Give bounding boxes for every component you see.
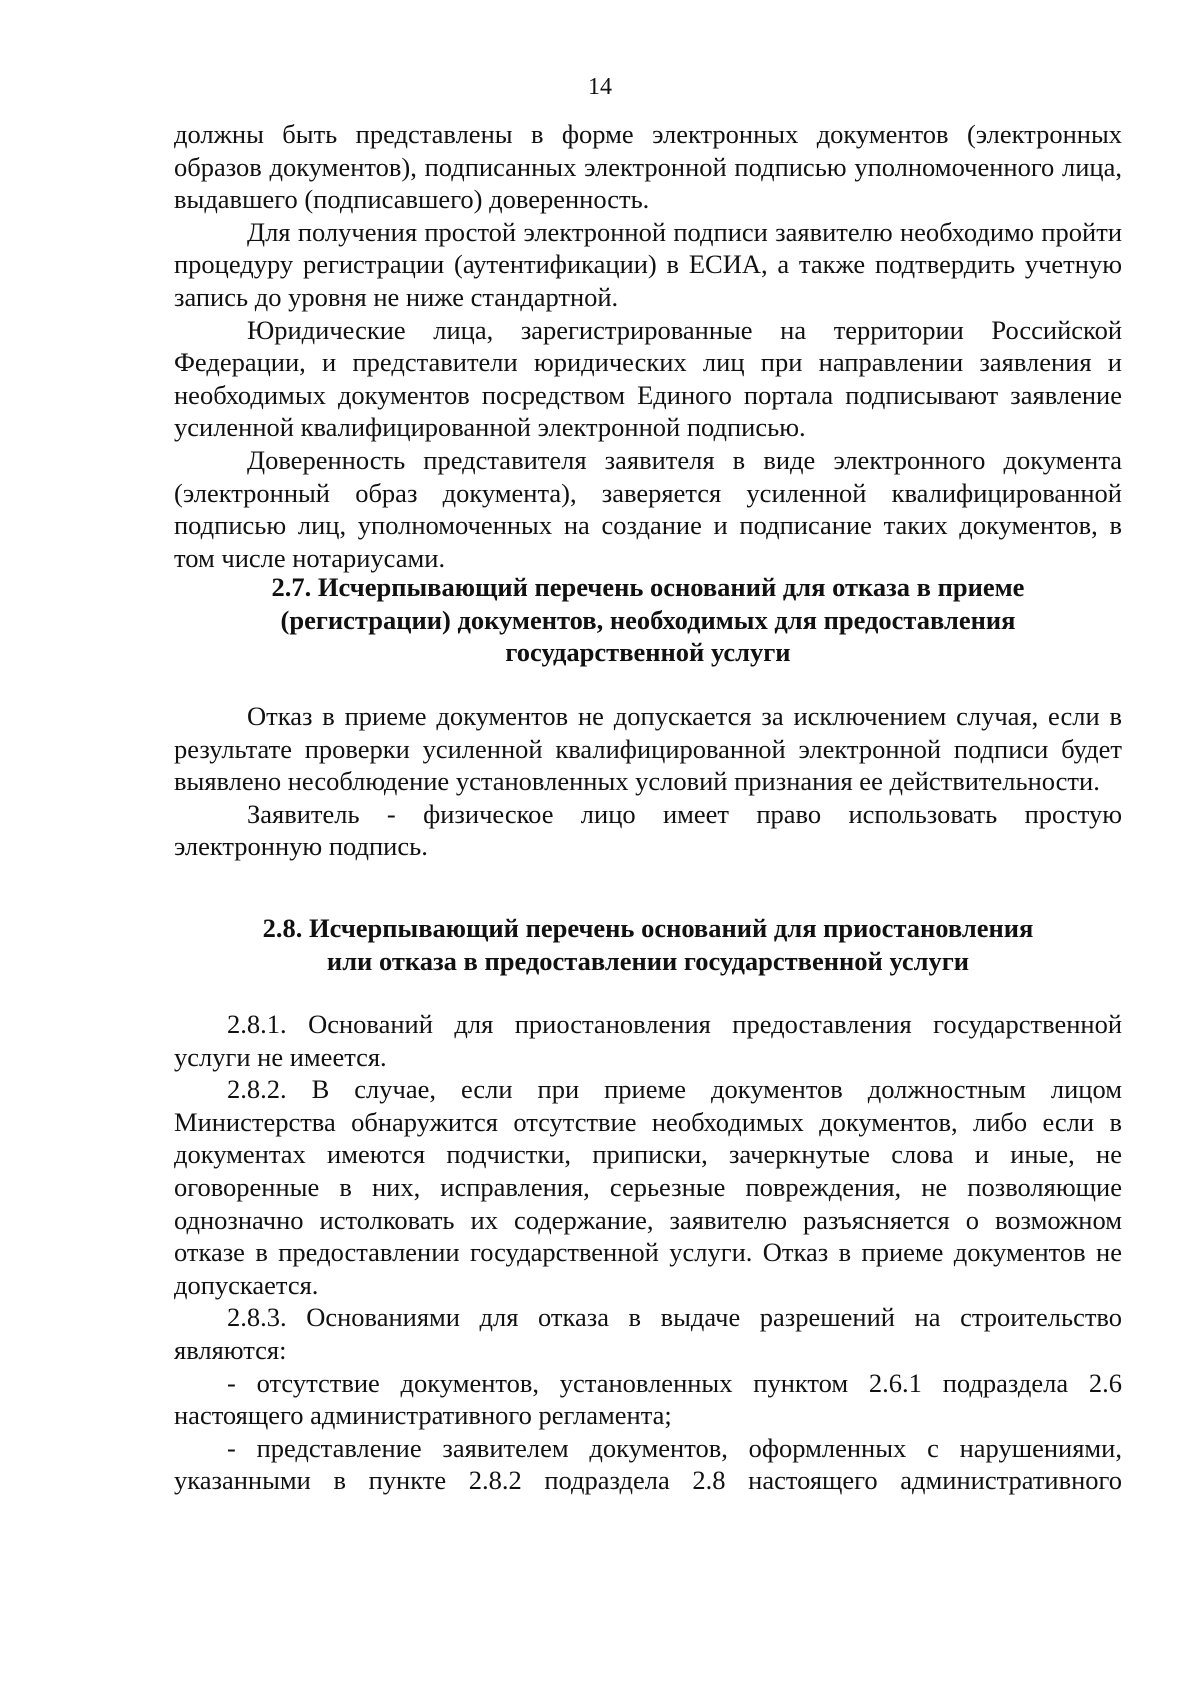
- paragraph-2-8-1: 2.8.1. Оснований для приостановления предоставления государственной услуги не имеется.: [174, 1009, 1122, 1072]
- paragraph-2-8-3: 2.8.3. Основаниями для отказа в выдаче разрешений на строительство являются:: [174, 1302, 1122, 1365]
- text-block-esignature: [174, 118, 1122, 574]
- paragraph-power-of-attorney: Доверенность представителя заявителя в виде электронного документа (электронный образ документа), заверяется усиленной квалифицированной подписью лиц, уполномоченных на создание и подписание таких документов, в том числе нотариусами.: [174, 444, 1122, 573]
- heading-line: или отказа в предоставлении государственной услуги: [326, 945, 970, 976]
- list-item-missing-documents: - отсутствие документов, установленных пунктом 2.6.1 подраздела 2.6 настоящего административного регламента;: [174, 1367, 1122, 1431]
- heading-line: 2.7. Исчерпывающий перечень оснований для отказа в приеме: [271, 572, 1025, 602]
- section-heading-2-8: [174, 912, 1122, 977]
- paragraph-simple-signature: Для получения простой электронной подписи заявителю необходимо пройти процедуру регистрации (аутентификации) в ЕСИА, а также подтвердить учетную запись до уровня не ниже стандартной.: [174, 216, 1122, 312]
- page-number: 14: [588, 74, 612, 100]
- text-block-suspension: [174, 1008, 1122, 1497]
- paragraph-continuation: должны быть представлены в форме электронных документов (электронных образов документов), подписанных электронной подписью уполномоченного лица, выдавшего (подписавшего) доверенность.: [174, 119, 1122, 215]
- heading-line: 2.8. Исчерпывающий перечень оснований для приостановления: [262, 913, 1034, 943]
- heading-line: (регистрации) документов, необходимых для предоставления: [280, 604, 1016, 635]
- text-block-refusal-reception: [174, 700, 1122, 863]
- section-heading-2-7: [174, 571, 1122, 669]
- paragraph-individual-applicant: Заявитель - физическое лицо имеет право использовать простую электронную подпись.: [174, 798, 1122, 862]
- list-item-violations: - представление заявителем документов, оформленных с нарушениями, указанными в пункте 2.8.2 подраздела 2.8 настоящего административного: [174, 1432, 1122, 1496]
- paragraph-refusal-not-allowed: Отказ в приеме документов не допускается за исключением случая, если в результате проверки усиленной квалифицированной электронной подписи будет выявлено несоблюдение установленных условий признания ее действительности.: [174, 701, 1122, 797]
- paragraph-2-8-2: 2.8.2. В случае, если при приеме документов должностным лицом Министерства обнаружится отсутствие необходимых документов, либо если в документах имеются подчистки, приписки, зачеркнутые слова и иные, не оговоренные в них, исправления, серьезные повреждения, не позволяющие однозначно истолковать их содержание, заявителю разъясняется о возможном отказе в предоставлении государственной услуги. Отказ в приеме документов не допускается.: [174, 1074, 1122, 1300]
- heading-line: государственной услуги: [505, 637, 791, 668]
- paragraph-legal-entities: Юридические лица, зарегистрированные на территории Российской Федерации, и представители юридических лиц при направлении заявления и необходимых документов посредством Единого портала подписывают заявление усиленной квалифицированной электронной подписью.: [174, 314, 1122, 443]
